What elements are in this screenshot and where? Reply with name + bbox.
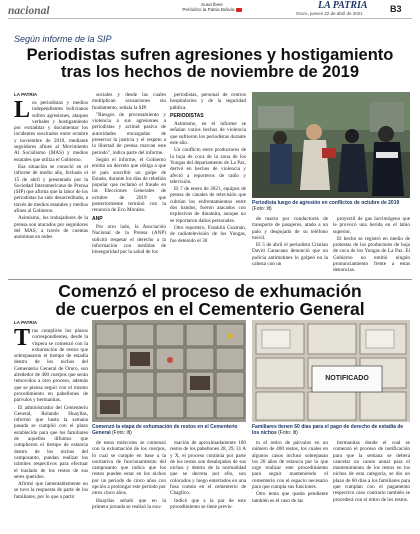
caption-title: Comenzó la etapa de exhumación de restos en el Cementerio General: [92, 424, 238, 436]
caption-credit: (Foto: ilt): [278, 430, 298, 436]
paragraph: to el retiro de párvulos en un número de 400 restos, los cuales en algunos casos incluso sobrepasan los 20 años de estancia por lo que urge realizar este procedimiento para seguir manteniendo el cementerio con el espacio necesario para que cumpla sus funciones.: [252, 440, 328, 491]
protest-scene-image: [252, 92, 410, 198]
article1-headline-line2: tras los hechos de noviembre de 2019: [60, 63, 360, 82]
notified-niches-image: [252, 320, 410, 422]
paragraph: "Riesgos de procesamiento y violencia a sus agresiones a periodistas y actitud pasiva de autoridades encargadas de preservar la justicia y el respeto a la libertad de prensa marcan este periodo", indica parte del informe.: [92, 111, 166, 156]
paragraph: Afirmó que lamentablemente no se tuvo la respuesta de parte de los familiares, por lo que a partir: [14, 481, 88, 500]
notified-sign: NOTIFICADO: [325, 375, 369, 382]
article1-column-1: [14, 100, 88, 276]
header-divider: [8, 18, 412, 19]
paragraph: Un conflicto entre productores de la hoja de coca de la zona de los Yungas del departamento de La Paz, derivó en hechos de violencia y afectó a reporteros de radio y televisión.: [170, 147, 246, 185]
article1-column-2: [92, 92, 166, 276]
paragraph: proyectil de gas lacrimógeno que le provocó una herida en el labio superior.: [333, 216, 410, 235]
article1-photo-caption: [252, 200, 410, 214]
subscribe-text: Suscríbete: [201, 2, 223, 7]
paragraph: Esa situación se conoció en el informe de medio año, fechado el 15 de abril y presentado por la Sociedad Interamericana de Prensa (SIP) que afirma que la labor de los periodistas ha sido desacreditada, a través de medios estatales y medios afines al Gobierno.: [14, 163, 88, 215]
paragraph: El 5 de abril el periodista Cristian David Canacana denunció que un policía antimotines lo golpeó en la cabeza con un: [252, 242, 328, 268]
paragraph: mación de aproximadamente 100 restos de los pabellones 28, 29, 31 A y X, el proceso continúa por parte de los restos son desalojados de sus nichos y dentro de la normalidad que se decreta por ello, son colocados y luego enterrados en una fosa común en el cementerio de Chagllco.: [170, 440, 246, 497]
paragraph: Huayllas señaló que en la primera jornada se realizó la exu-: [92, 497, 166, 510]
paragraph: Según el informe, el Gobierno emitió un decreto que obliga a que el país suscribir un golpe de Estado, durante los días de rebelión popular que reclamó el fraude en las Elecciones Generales de octubre de 2019 que posteriormente terminó con la renuncia de Evo Morales.: [92, 156, 166, 214]
article1-kicker: Según informe de la SIP: [14, 34, 112, 44]
article1-byline: LA PATRIA: [14, 92, 38, 97]
paragraph: de estos miércoles se comenzó con la exhumación de los cuerpos, lo cual se cumple en base a la normativa de funcionamiento del camposanto que indica que los restos pueden estar en los nichos por un periodo de cinco años con opción a prolongar este periodo por otros cinco años.: [92, 440, 166, 497]
article1-column-4: [252, 216, 328, 276]
article1-column-5: [333, 216, 410, 276]
article2-column-1: [14, 328, 88, 532]
article1-subhead-anp: ANP: [92, 215, 103, 222]
article1-photo: [252, 92, 410, 198]
article2-photo-1: [92, 320, 246, 422]
issue-date: Oruro, jueves 22 de abril de 2021: [296, 11, 363, 16]
paragraph: Asimismo, en el informe se señalan varios hechos de violencia que sufrieron los periodistas durante este año.: [170, 121, 246, 147]
caption-credit: (Foto: ilt): [252, 206, 272, 212]
paragraph: ras cumplirse los plazos correspondientes, desde la víspera se comenzó con la exhumación de restos que sobrepasaron el tiempo de estadía dentro de los nichos del Cementerio General de Oruro, son alrededor de 400 cuerpos que serán removidos a otro proceso, además que se piensa seguir con el mismo procedimiento en pabellones de párvulos y hermanitas.: [14, 328, 88, 404]
article1-column-3: [170, 92, 246, 276]
paragraph: El 7 de enero de 2021, equipos de prensa de canales de televisión que cubrían los enfrentamientos entre dos bandos, fueron atacados con explosivos de dinamita, aunque no se reportaron daños personales.: [170, 186, 246, 224]
article2-photo-2-caption: [252, 424, 410, 438]
paragraph: de marzo por conductores de transporte de pasajeros, atado a un palo y despojado de su teléfono móvil.: [252, 216, 328, 241]
paragraph: sociales y desde las cuales multiplican acusaciones sin fundamento, señala la SIP.: [92, 92, 166, 111]
paragraph: hermanitas donde el cual se comenzó el proceso de notificación para que la semana se deberá cancelar un canon anual para el mantenimiento de los restos en los nichos de esta categoría, se dio un plazo de 60 días a los familiares para que cumplan con el pagamento respectivo caso contrario también se procederá con el retiro de los restos.: [333, 440, 410, 503]
article1-dropcap: L: [14, 100, 31, 123]
paragraph: Por otro lado, la Asociación Nacional de la Prensa (ANP) solicitó respetar el derecho a la información con medidas de bioseguridad por la salud de los: [92, 223, 166, 256]
article2-column-5: [333, 440, 410, 532]
article-divider: [8, 279, 412, 280]
caption-credit: (Foto: ilt): [112, 430, 132, 436]
caption-title: Periodista luego de agresión en conflictos de octubre de 2019: [252, 200, 400, 206]
article2-headline-line2: de cuerpos en el Cementerio General: [55, 299, 365, 320]
paragraph: Otro reportero, Franklin Guzmán, de radiotelevisión de los Yungas, fue detenido el 30: [170, 224, 246, 244]
article1-headline: [20, 47, 400, 82]
youtube-icon: [236, 8, 242, 12]
article2-column-4: [252, 440, 328, 532]
newspaper-logo: LA PATRIA: [318, 0, 368, 11]
paragraph: Indicó que a la par de este procedimiento se tiene previs-: [170, 497, 246, 510]
newspaper-social-name: Periódico la Patria Bolivia: [182, 7, 235, 12]
page-number: B3: [390, 4, 402, 14]
cemetery-niches-image: [92, 320, 246, 422]
article2-headline-line1: Comenzó el proceso de exhumación: [58, 281, 362, 301]
article2-photo-2: [252, 320, 410, 422]
paragraph: periodistas, personal de centros hospitalarios y de la seguridad pública.: [170, 92, 246, 111]
paragraph: Otro tema que queda pendiente también es el caso de las: [252, 491, 328, 504]
paragraph: El hecho se registró en medio de protestas de los productores de hoja de coca de los Yungas de La Paz. El Gobierno no emitió ningún pronunciamiento frente a estas denuncias.: [333, 235, 410, 274]
article1-headline-line1: Periodistas sufren agresiones y hostigamiento: [26, 46, 394, 64]
article1-subhead-periodistas: PERIODISTAS: [170, 112, 204, 119]
article2-photo-1-caption: [92, 424, 246, 438]
article2-dropcap: T: [14, 328, 31, 351]
caption-title: Familiares tienen 60 días para el pago de derecho de estadía de los nichos: [252, 424, 404, 436]
article2-byline: LA PATRIA: [14, 320, 38, 325]
paragraph: El administrador del Cementerio General, Rolando Huayllas, informó que hasta la semana pasada se cumplió con el plazo establecido para que los familiares de aquellos difuntos que cumplieron el tiempo de estancia dentro de los nichos del camposanto, puedan realizar los trámites respectivos para efectuar el traslado de los restos de sus seres queridos.: [14, 404, 88, 480]
article2-column-3: [170, 440, 246, 532]
subscribe-banner[interactable]: [172, 2, 252, 12]
section-label: nacional: [8, 5, 50, 17]
paragraph: os periodistas y medios independientes bolivianos sufren agresiones, ataques verbales y hostigamiento por extraditar y documentar los incidentes suscitados entre octubre y noviembre de 2019, mediante seguidores afines al Movimiento Al Socialismo (MAS) y medios estatales que utiliza el Gobierno.: [14, 100, 88, 163]
paragraph: Asimismo, los trabajadores de la prensa son atacados por seguidores del MAS, a través de cuentas anónimas en redes: [14, 215, 88, 241]
article2-column-2: [92, 440, 166, 532]
article2-headline: [20, 282, 400, 319]
